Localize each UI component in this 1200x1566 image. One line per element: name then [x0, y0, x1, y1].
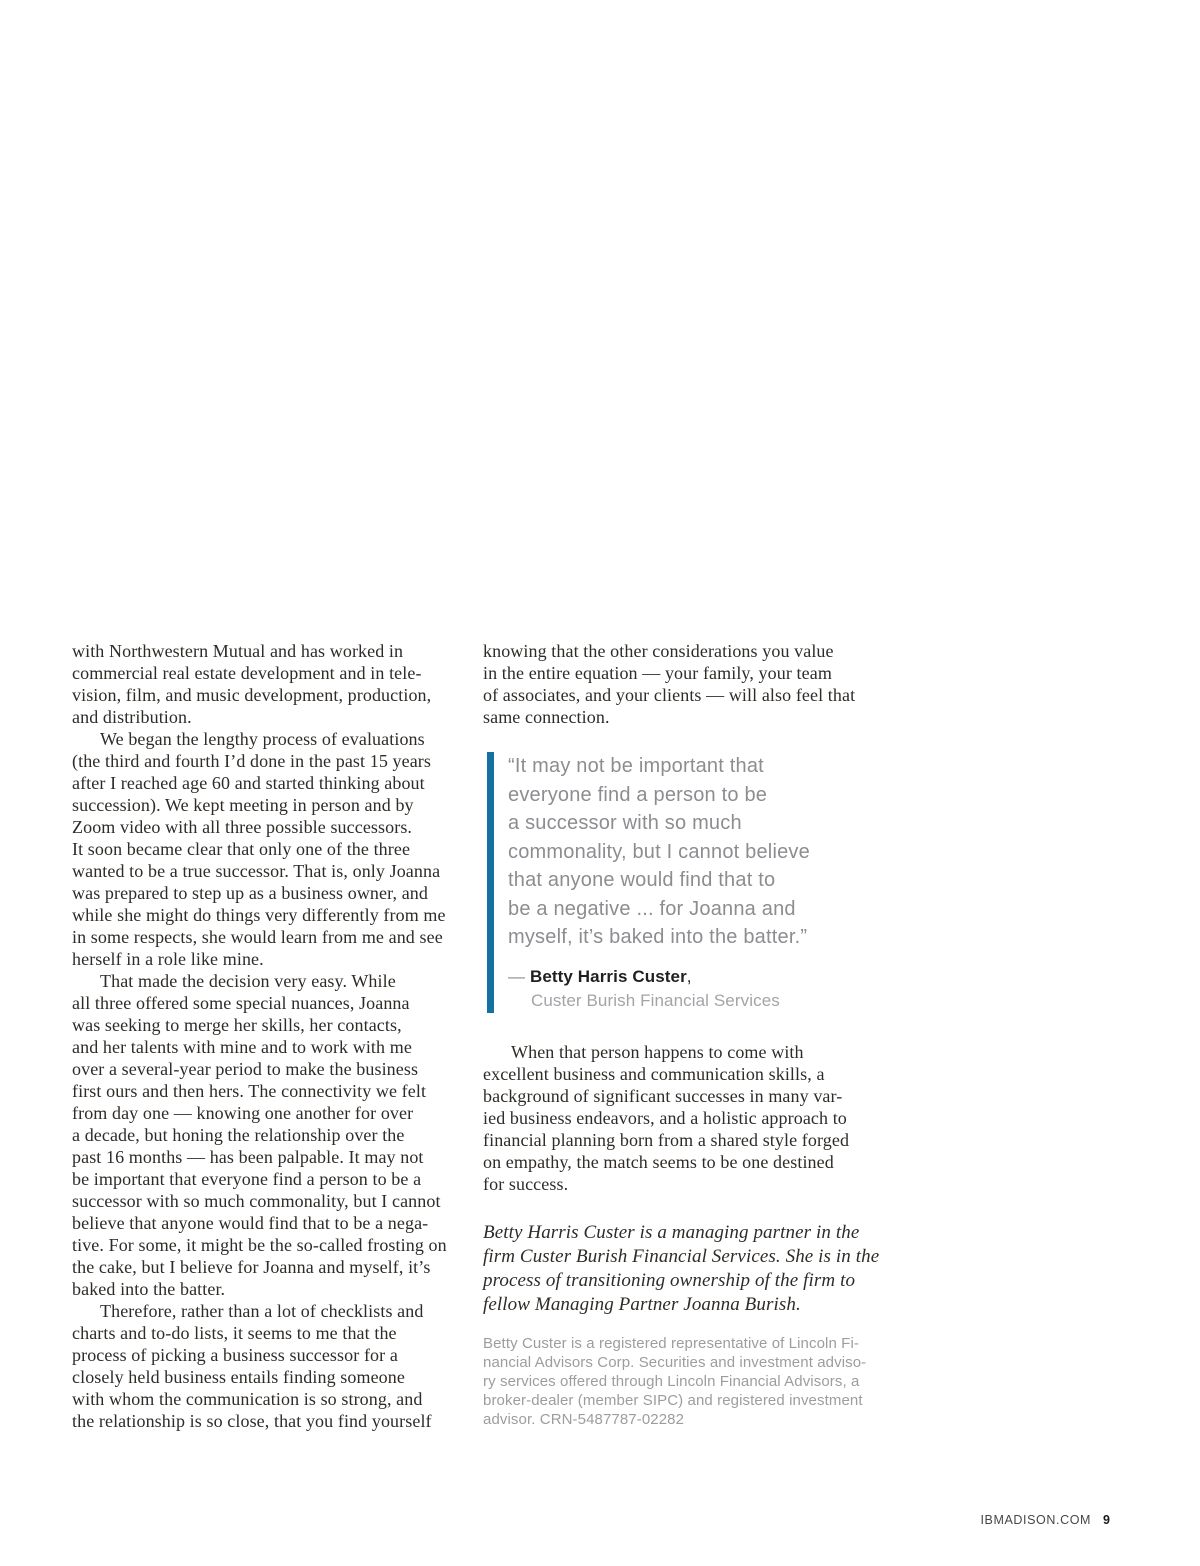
pull-quote	[487, 752, 863, 1013]
paragraph: Therefore, rather than a lot of checklists and charts and to-do lists, it seems to me that the process of picking a business successor for a closely held business entails finding someone with whom the communication is so strong, and the relationship is so close, that you find yourself	[72, 1301, 432, 1431]
paragraph: When that person happens to come with excellent business and communication skills, a background of significant successes in many var- ied business endeavors, and a holistic approach to financial planning born from a shared style forged on empathy, the match seems to be one destined for success.	[483, 1041, 850, 1194]
paragraph: That made the decision very easy. While all three offered some special nuances, Joanna was seeking to merge her skills, her contacts, and her talents with mine and to work with me over a several-year period to make the business first ours and then hers. The connectivity we felt from day one — knowing one another for over a decade, but honing the relationship over the past 16 months — has been palpable. It may not be important that everyone find a person to be a successor with so much commonality, but I cannot believe that anyone would find that to be a nega- tive. For some, it might be the so-called frosting on the cake, but I believe for Joanna and myself, it’s baked into the batter.	[72, 971, 447, 1299]
attribution-name: Betty Harris Custer	[529, 966, 687, 986]
page-footer	[980, 1513, 1110, 1527]
attribution-name-line	[508, 965, 863, 989]
author-bio: Betty Harris Custer is a managing partner in the firm Custer Burish Financial Services. She is in the process of transitioning ownership of the firm to fellow Managing Partner Joanna Burish.	[483, 1221, 880, 1315]
legal-disclaimer: Betty Custer is a registered representative of Lincoln Fi- nancial Advisors Corp. Securities and investment adviso- ry services offered through Lincoln Financial Advisors, a broker-dealer (member SIPC) and registered investment advisor. CRN-5487787-02282	[483, 1334, 867, 1428]
attribution-organization: Custer Burish Financial Services	[531, 990, 780, 1010]
attribution-dash: —	[508, 966, 530, 986]
paragraph-continuation: knowing that the other considerations you value in the entire equation — your family, your team of associates, and your clients — will also feel that same connection.	[483, 641, 856, 727]
pull-quote-text: “It may not be important that everyone find a person to be a successor with so much commonality, but I cannot believe that anyone would find that to be a negative ... for Joanna and myself, it’s baked into the batter.”	[508, 755, 810, 948]
paragraph: We began the lengthy process of evaluations (the third and fourth I’d done in the past 15 years after I reached age 60 and started thinking about succession). We kept meeting in person and by Zoom video with all three possible successors. It soon became clear that only one of the three wanted to be a true successor. That is, only Joanna was prepared to step up as a business owner, and while she might do things very differently from me in some respects, she would learn from me and see herself in a role like mine.	[72, 729, 446, 969]
right-column	[483, 640, 880, 1429]
page-number: 9	[1103, 1513, 1110, 1527]
attribution-comma: ,	[686, 966, 692, 986]
footer-site-url: IBMADISON.COM	[980, 1513, 1092, 1527]
paragraph-continuation: with Northwestern Mutual and has worked in commercial real estate development and in tele- vision, film, and music development, production, and distribution.	[72, 641, 432, 727]
quote-attribution	[508, 965, 863, 1013]
left-column	[72, 640, 447, 1432]
